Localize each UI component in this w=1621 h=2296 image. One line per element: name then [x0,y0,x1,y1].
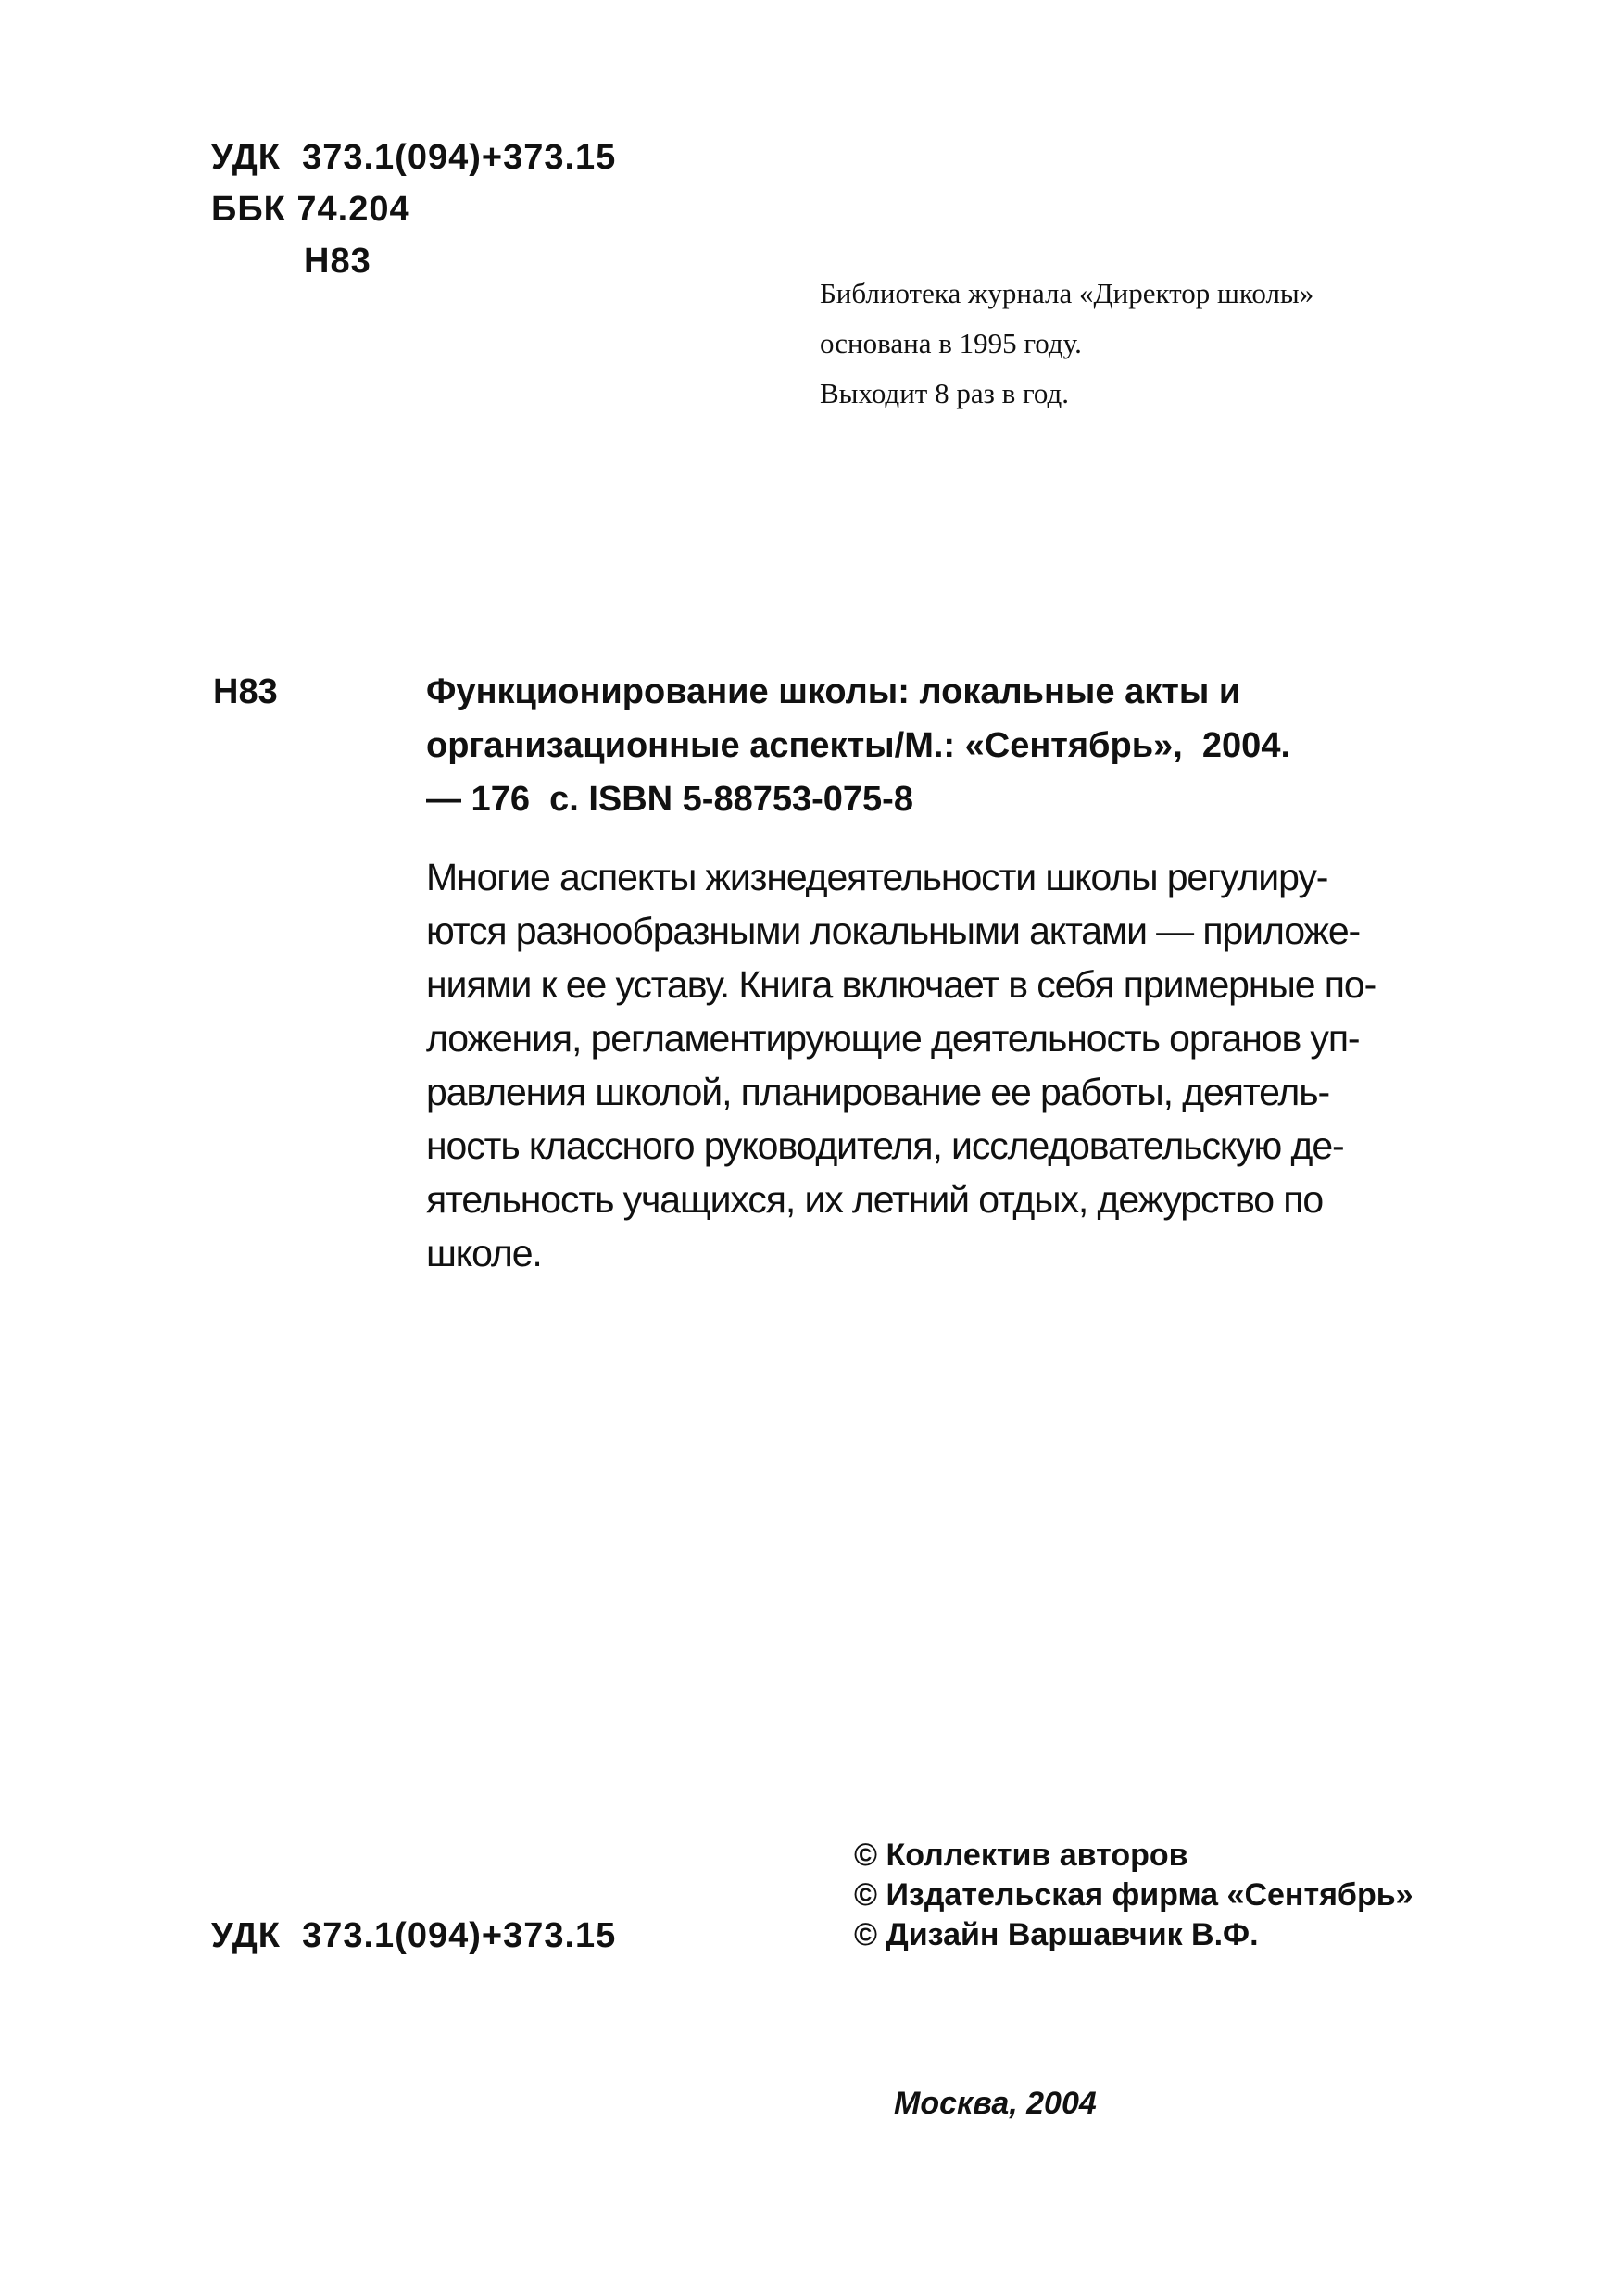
library-note-line: Выходит 8 раз в год. [820,377,1070,409]
library-note [820,269,1313,419]
abstract-line: ниями к ее уставу. Книга включает в себя примерные по- [426,963,1376,1006]
library-note-line: Библиотека журнала «Директор школы» [820,277,1314,309]
copyright-notices [854,1836,1414,1955]
abstract-line: ложения, регламентирующие деятельность органов уп- [426,1017,1360,1060]
copyright-line: © Издательская фирма «Сентябрь» [854,1877,1414,1913]
bib-line: Функционирование школы: локальные акты и [426,672,1241,711]
bbk-code: ББК 74.204 [211,190,410,229]
library-note-line: основана в 1995 году. [820,327,1082,359]
copyright-line: © Дизайн Варшавчик В.Ф. [854,1917,1259,1952]
abstract [426,850,1471,1280]
classification-codes [211,132,616,287]
author-mark: Н83 [304,242,371,281]
abstract-line: ность классного руководителя, исследовательскую де- [426,1124,1344,1167]
bib-line: организационные аспекты/М.: «Сентябрь», 2004. [426,726,1291,765]
entry-author-mark: Н83 [213,672,278,711]
bib-line: — 176 с. ISBN 5-88753-075-8 [426,780,913,819]
abstract-line: школе. [426,1232,542,1274]
abstract-line: равления школой, планирование ее работы, деятель- [426,1071,1330,1113]
abstract-line: ются разнообразными локальными актами — приложе- [426,910,1361,952]
copyright-line: © Коллектив авторов [854,1838,1188,1873]
bottom-udk-code: УДК 373.1(094)+373.15 [211,1916,617,1955]
udk-code: УДК 373.1(094)+373.15 [211,138,617,177]
city-year: Москва, 2004 [894,2086,1097,2121]
abstract-line: Многие аспекты жизнедеятельности школы регулиру- [426,856,1328,898]
abstract-line: ятельность учащихся, их летний отдых, дежурство по [426,1178,1324,1221]
bibliographic-description [426,665,1473,826]
